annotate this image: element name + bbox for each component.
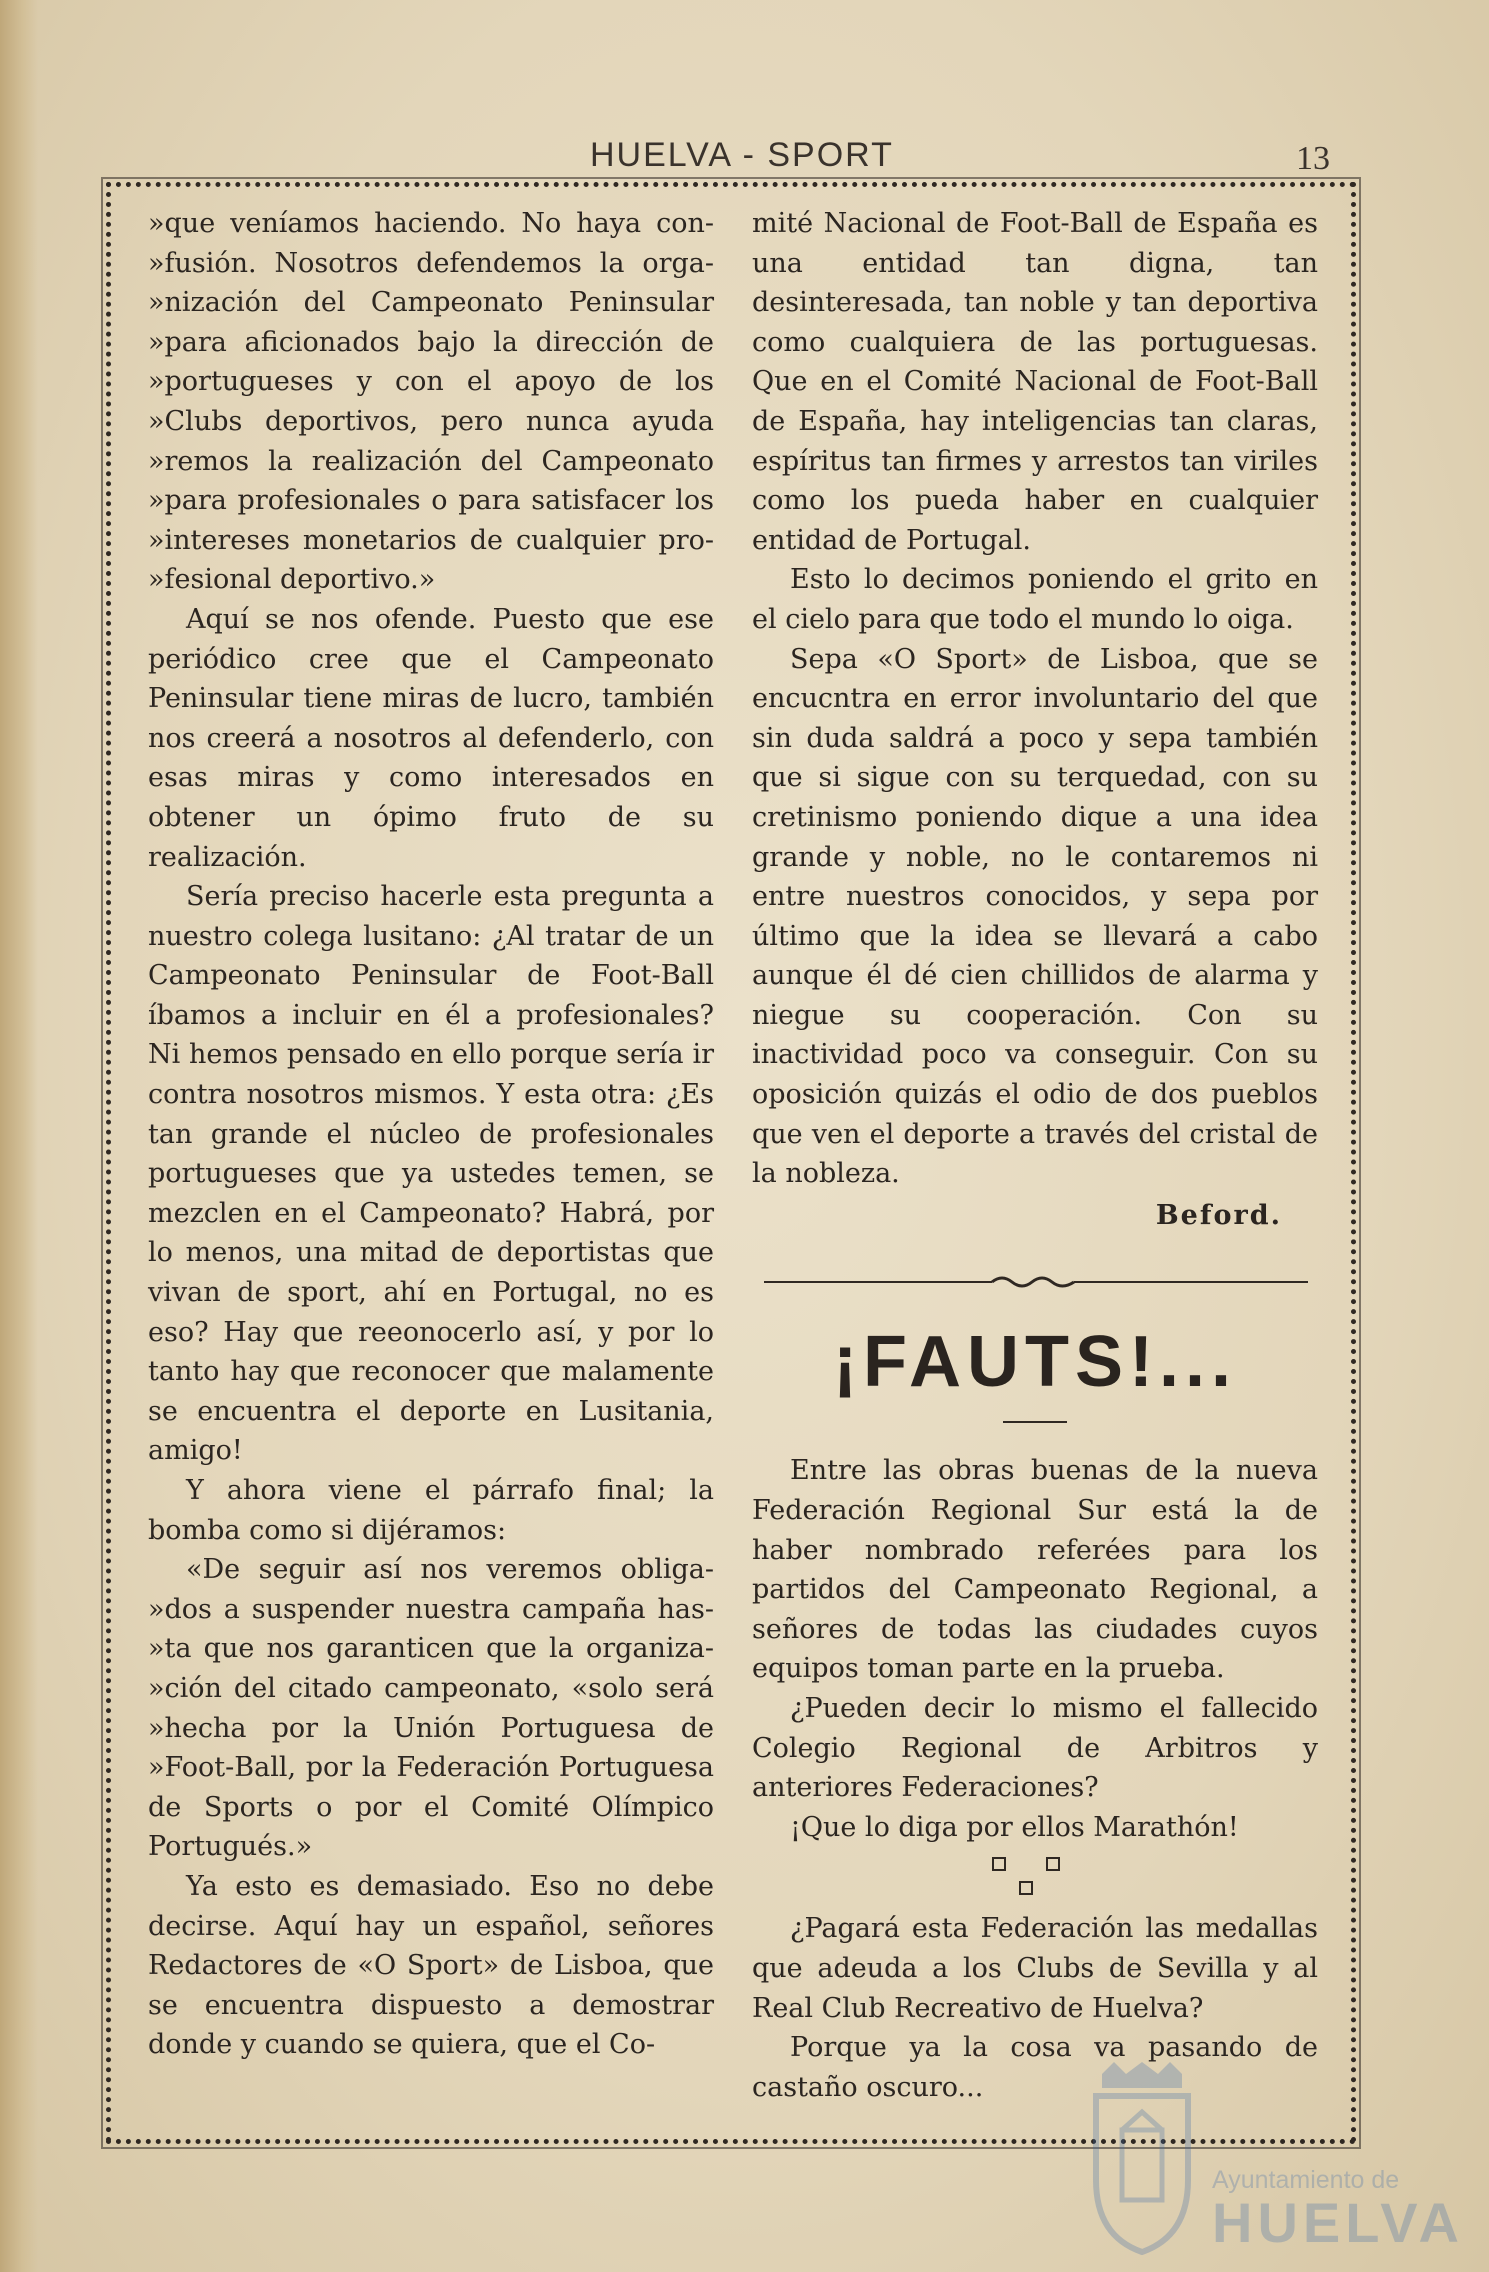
paragraph: ¡Que lo diga por ellos Marathón! [790,1811,1239,1843]
watermark-line-2: HUELVA [1212,2191,1464,2254]
section-divider [752,1261,1318,1301]
author-signature: Beford. [1155,1199,1282,1231]
paragraph: Esto lo decimos poniendo el grito en el cielo para que todo el mundo lo oiga. [752,564,1318,635]
divider-rule-right [1074,1281,1308,1283]
quoted-paragraph: »que veníamos haciendo. No haya con- »fusión. Nosotros defendemos la orga- »nización del Campeonato Peninsular »para aficionados bajo la dirección de »portugueses y con el apoyo de los »Clubs deportivos, pero nunca ayuda »remos la realización del Campeonato »para profesionales o para satisfacer los »intereses monetarios de cualquier pro- »fesional deportivo.» [148,208,714,596]
city-crest-icon [1082,2060,1202,2256]
running-header [0,136,1489,186]
paragraph: Aquí se nos ofende. Puesto que ese periódico cree que el Campeonato Peninsular tiene miras de lucro, también nos creerá a nosotros al defenderlo, con esas miras y como interesados en obtener un ópimo fruto de su realización. [148,603,714,873]
binding-edge [0,0,38,2272]
squiggle-ornament-icon [990,1271,1076,1293]
archive-watermark [1082,2060,1462,2260]
paragraph: Sería preciso hacerle esta pregunta a nuestro colega lusitano: ¿Al tratar de un Campeonato Peninsular de Foot-Ball íbamos a incluir en él a profesionales? Ni hemos pensado en ello porque sería ir contra nosotros mismos. Y esta otra: ¿Es tan grande el núcleo de profesionales portugueses que ya ustedes temen, se mezclen en el Campeonato? Habrá, por lo menos, una mitad de deportistas que vivan de sport, ahí en Portugal, no es eso? Hay que reeonocerlo así, y por lo tanto hay que reconocer que malamente se encuentra el deporte en Lusitania, amigo! [148,881,714,1467]
square-ornament-icon [1019,1881,1033,1895]
paragraph: Sepa «O Sport» de Lisboa, que se encucntra en error involuntario del que sin duda saldrá a poco y sepa también que si sigue con su terquedad, con su cretinismo poniendo dique a una idea grande y noble, no le contaremos ni entre nuestros conocidos, y sepa por último que la idea se llevará a cabo aunque él dé cien chillidos de alarma y niegue su cooperación. Con su inactividad poco va conseguir. Con su oposición quizás el odio de dos pueblos que ven el deporte a través del cristal de la nobleza. [752,643,1318,1190]
paragraph: mité Nacional de Foot-Ball de España es una entidad tan digna, tan desinteresada, tan noble y tan deportiva como cualquiera de las portuguesas. Que en el Comité Nacional de Foot-Ball de España, hay inteligencias tan claras, espíritus tan firmes y arrestos tan viriles como los pueda haber en cualquier entidad de Portugal. [752,208,1318,556]
heading-underline [1003,1421,1067,1423]
page-number: 13 [1296,140,1330,177]
paragraph: Ya esto es demasiado. Eso no debe decirse. Aquí hay un español, señores Redactores de «O Sport» de Lisboa, que se encuentra dispuesto a demostrar donde y cuando se quiera, que el Co- [148,1870,714,2061]
section-heading: ¡FAUTS!... [833,1322,1237,1403]
left-column [148,204,714,2065]
paragraph: ¿Pueden decir lo mismo el fallecido Colegio Regional de Arbitros y anteriores Federaciones? [752,1693,1318,1804]
paragraph: Porque ya la cosa va pasando de castaño oscuro... [752,2032,1318,2103]
paragraph: ¿Pagará esta Federación las medallas que adeuda a los Clubs de Sevilla y al Real Club Recreativo de Huelva? [752,1913,1318,2024]
square-ornament-icon [1046,1857,1060,1871]
divider-rule-left [764,1281,992,1283]
paragraph: Entre las obras buenas de la nueva Federación Regional Sur está la de haber nombrado referées para los partidos del Campeonato Regional, a señores de todas las ciudades cuyos equipos toman parte en la prueba. [752,1455,1318,1685]
watermark-line-1: Ayuntamiento de [1212,2166,1400,2194]
square-ornament-icon [992,1857,1006,1871]
right-column [752,204,1318,2107]
paragraph: Y ahora viene el párrafo final; la bomba como si dijéramos: [148,1475,714,1546]
publication-title: HUELVA - SPORT [590,136,894,174]
three-squares-ornament [752,1849,1318,1905]
quoted-paragraph: «De seguir así nos veremos obliga- »dos a suspender nuestra campaña has- »ta que nos garanticen que la organiza- »ción del citado campeonato, «solo será »hecha por la Unión Portuguesa de »Foot-Ball, por la Federación Portuguesa de Sports o por el Comité Olímpico Portugués.» [148,1554,714,1863]
